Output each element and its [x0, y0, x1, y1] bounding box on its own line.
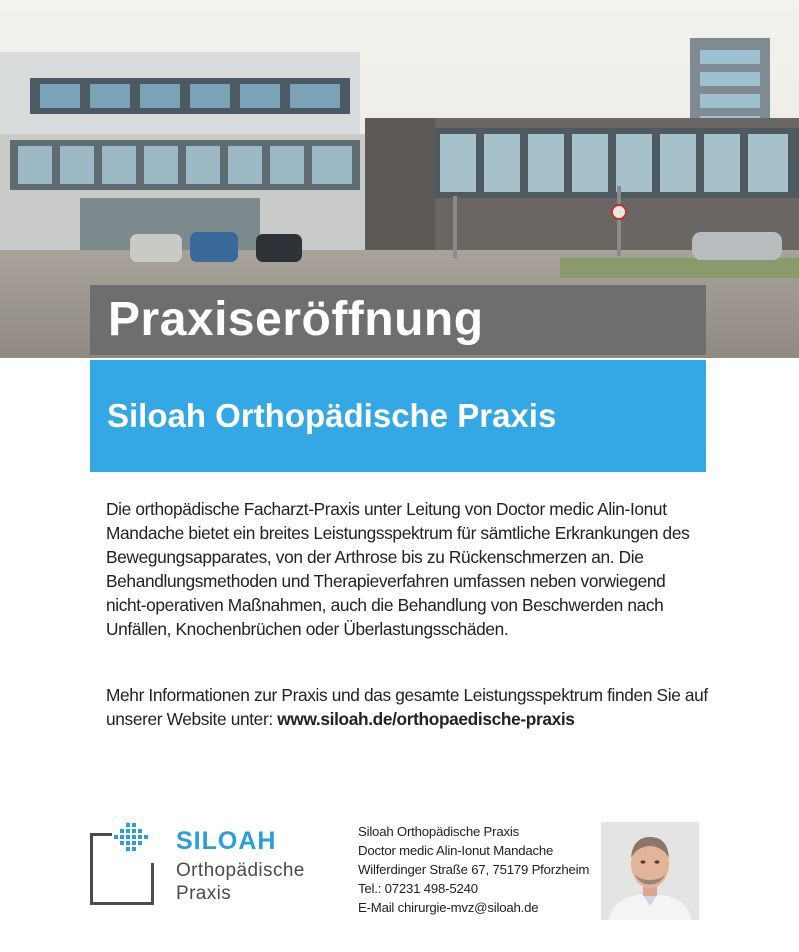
logo-frame-top-icon — [90, 833, 112, 836]
contact-address: Wilferdinger Straße 67, 75179 Pforzheim — [358, 862, 590, 877]
contact-practice-name: Siloah Orthopädische Praxis — [358, 824, 519, 839]
doctor-portrait-photo — [601, 822, 699, 920]
contact-doctor: Doctor medic Alin-Ionut Mandache — [358, 843, 554, 858]
contact-phone: Tel.: 07231 498-5240 — [358, 881, 478, 896]
description-text: Die orthopädische Facharzt-Praxis unter Leitung von Doctor medic Alin-Ionut Mandache bietet ein breites Leistungsspektrum für sämtliche Erkrankungen des Bewegungsapparates, von der Arthrose bis zu Rückenschmerzen an. Die Behandlungsmethoden und Therapieverfahren umfassen neben vorwiegend nicht-operativen Maßnahmen, auch die Behandlung von Beschwerden nach Unfällen, Knochenbrüchen oder Überlastungsschäden. — [106, 499, 690, 639]
logo-line-praxis: Praxis — [176, 883, 232, 904]
description-paragraph — [106, 497, 706, 641]
logo-line-orthopaedische: Orthopädische — [176, 860, 305, 881]
headline-praxiseroeffnung: Praxiseröffnung — [90, 285, 706, 355]
contact-email[interactable]: E-Mail chirurgie-mvz@siloah.de — [358, 900, 539, 915]
website-link[interactable]: www.siloah.de/orthopaedische-praxis — [277, 709, 575, 729]
logo-frame-right-icon — [151, 863, 154, 905]
more-info-paragraph — [106, 683, 716, 731]
practice-name-banner: Siloah Orthopädische Praxis — [90, 360, 706, 472]
more-info-text: Mehr Informationen zur Praxis und das gesamte Leistungsspektrum finden Sie auf unserer Website unter: — [106, 685, 708, 729]
logo-cross-dots-icon — [114, 823, 154, 853]
logo-brand-text: SILOAH — [176, 827, 277, 855]
contact-block — [358, 822, 589, 917]
siloah-logo — [88, 823, 348, 907]
